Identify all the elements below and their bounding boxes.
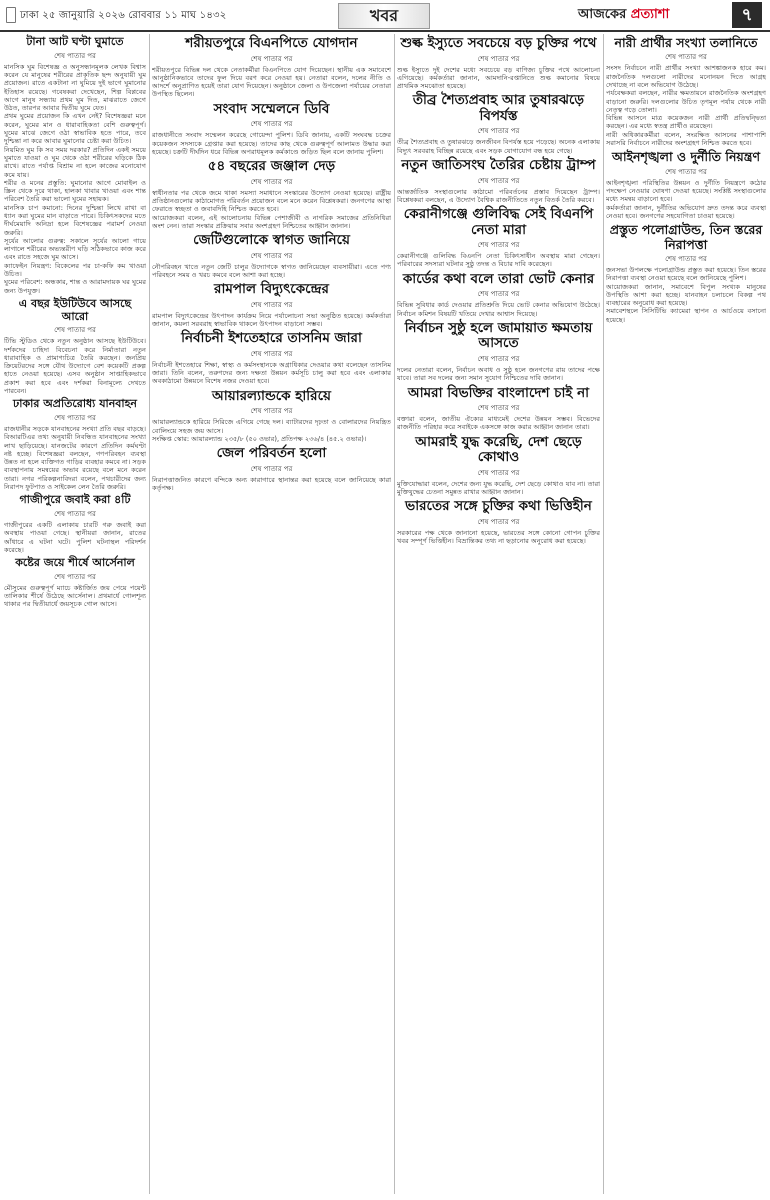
story-headline[interactable]: আইনশৃঙ্খলা ও দুর্নীতি নিয়ন্ত্রণ	[611, 149, 761, 165]
story-headline[interactable]: কেরানীগঞ্জে গুলিবিদ্ধ সেই বিএনপি নেতা মারা	[403, 206, 594, 238]
story-continuation-label: শেষ পাতার পর	[54, 572, 96, 581]
story-continuation-label: শেষ পাতার পর	[54, 326, 96, 335]
story-headline[interactable]: এ বছর ইউটিউবে আসছে আরো	[18, 296, 132, 323]
story-continuation-label: শেষ পাতার পর	[250, 300, 293, 309]
story-body: তীব্র শৈত্যপ্রবাহ ও তুষারঝড়ে জনজীবন বিপর্যস্ত হয়ে পড়েছে। অনেক এলাকায় বিদ্যুৎ সরবরাহ বিচ্ছিন্ন রয়েছে এবং সড়ক যোগাযোগ বন্ধ হয়ে গেছে।	[397, 138, 600, 155]
story-continuation-label: শেষ পাতার পর	[477, 468, 520, 477]
column-1	[4, 34, 146, 1194]
story-continuation-label: শেষ পাতার পর	[477, 404, 520, 413]
news-story	[152, 233, 391, 279]
story-body: নৌপরিবহন খাতে নতুন জেটি চালুর উদ্যোগকে স্বাগত জানিয়েছেন ব্যবসায়ীরা। এতে পণ্য পরিবহনে সময় ও খরচ কমবে বলে আশা করা হচ্ছে।	[152, 262, 391, 279]
story-continuation-label: শেষ পাতার পর	[250, 251, 293, 260]
story-body: রাজধানীর সড়কে যানবাহনের সংখ্যা প্রতি বছর বাড়ছে। বিআরটিএর তথ্য অনুযায়ী নিবন্ধিত যানবাহনের সংখ্যা লাখ ছাড়িয়েছে। যানজটের কারণে প্রতিদিন কর্মঘণ্টা নষ্ট হচ্ছে। বিশেষজ্ঞরা বলছেন, গণপরিবহন ব্যবস্থা উন্নত না হলে ব্যক্তিগত গাড়ির ব্যবহার কমবে না। সড়ক ব্যবস্থাপনায় সমন্বয়ের অভাব রয়েছে বলে মনে করেন তারা। নগর পরিকল্পনাবিদরা বলেন, পথচারীদের জন্য নিরাপদ ফুটপাত ও সাইকেল লেন তৈরি জরুরি।	[4, 424, 146, 492]
story-body: নির্বাচনী ইশতেহারে শিক্ষা, স্বাস্থ্য ও কর্মসংস্থানকে অগ্রাধিকার দেওয়ার কথা বলেছেন তাসনিম জারা। তিনি বলেন, তরুণদের জন্য দক্ষতা উন্নয়ন কর্মসূচি চালু করা হবে এবং এলাকার অবকাঠামো উন্নয়নে বিশেষ নজর দেওয়া হবে।	[152, 360, 391, 386]
story-body: জনসভা উপলক্ষে পলোগ্রাউন্ড প্রস্তুত করা হয়েছে। তিন স্তরের নিরাপত্তা ব্যবস্থা নেওয়া হয়েছে বলে জানিয়েছে পুলিশ। আয়োজকরা জানান, সমাবেশে বিপুল সংখ্যক মানুষের উপস্থিতি আশা করা হচ্ছে। যানবাহন চলাচলে বিকল্প পথ ব্যবহারের অনুরোধ করা হয়েছে। সমাবেশস্থলে সিসিটিভি ক্যামেরা স্থাপন ও আর্চওয়ে বসানো হয়েছে।	[606, 265, 766, 324]
story-continuation-label: শেষ পাতার পর	[665, 53, 707, 62]
news-story	[397, 158, 600, 204]
story-headline[interactable]: রামপাল বিদ্যুৎকেন্দ্রের	[214, 281, 329, 298]
story-body: বিভিন্ন সুবিধার কার্ড দেওয়ার প্রতিশ্রুতি দিয়ে ভোট কেনার অভিযোগ উঠেছে। নির্বাচন কমিশন বিষয়টি খতিয়ে দেখার আশ্বাস দিয়েছে।	[397, 301, 600, 318]
story-continuation-label: শেষ পাতার পর	[250, 177, 293, 186]
story-body: গাজীপুরের একটি এলাকায় চারটি গরু জবাই করা অবস্থায় পাওয়া গেছে। স্থানীয়রা জানান, রাতের আঁধারে এ ঘটনা ঘটে। পুলিশ ঘটনাস্থল পরিদর্শন করেছে।	[4, 520, 146, 554]
story-body: আইনশৃঙ্খলা পরিস্থিতির উন্নয়ন ও দুর্নীতি নিয়ন্ত্রণে কঠোর পদক্ষেপ নেওয়ার ঘোষণা দেওয়া হয়েছে। সংশ্লিষ্ট সংস্থাগুলোর মধ্যে সমন্বয় বাড়ানো হবে। কর্মকর্তারা জানান, দুর্নীতির অভিযোগ দ্রুত তদন্ত করে ব্যবস্থা নেওয়া হবে। জনগণের সহযোগিতা চাওয়া হয়েছে।	[606, 178, 766, 220]
story-continuation-label: শেষ পাতার পর	[477, 290, 520, 299]
news-story	[397, 207, 600, 269]
story-headline[interactable]: গাজীপুরে জবাই করা ৪টি	[19, 493, 131, 507]
news-story	[397, 499, 600, 545]
news-story	[606, 223, 766, 324]
issue-date: ঢাকা ২৫ জানুয়ারি ২০২৬ রোববার ১১ মাঘ ১৪৩২	[20, 10, 227, 21]
story-body: দলের নেতারা বলেন, নির্বাচন অবাধ ও সুষ্ঠু হলে জনগণের রায় তাদের পক্ষে যাবে। তারা সব দলের জন্য সমান সুযোগ নিশ্চিতের দাবি জানান।	[397, 365, 600, 383]
story-body: মানসিক ঘুম বিশেষজ্ঞ ও অনুসন্ধানমূলক লেখক বিশ্বাস করেন যে মানুষের শরীরের প্রাকৃতিক ছন্দ অনুযায়ী ঘুম প্রয়োজন। রাতে একটানা না ঘুমিয়ে দুই ভাগে ঘুমানোর ইতিহাস রয়েছে। গবেষকরা দেখেছেন, শিল্প বিপ্লবের আগে মানুষ সন্ধ্যায় প্রথম ঘুম দিত, মাঝরাতে জেগে উঠত, তারপর আবার দ্বিতীয় ঘুমে যেত। প্রথম ঘুমের প্রয়োজন কি এখন নেই? বিশেষজ্ঞরা মনে করেন, ঘুমের মান ও ধারাবাহিকতা বেশি গুরুত্বপূর্ণ। ঘুমের মাঝে জেগে ওঠা স্বাভাবিক হতে পারে, তবে দুশ্চিন্তা না করে আবার ঘুমানোর চেষ্টা করা উচিত। নিয়মিত ঘুম কি সব সময় দরকার? প্রতিদিন একই সময়ে ঘুমাতে যাওয়া ও ঘুম থেকে ওঠা শরীরের ঘড়িকে ঠিক রাখে। রাতে পর্যাপ্ত বিশ্রাম না হলে কাজের মনোযোগ কমে যায়। শরীর ও মনের প্রস্তুতি: ঘুমানোর আগে মোবাইল ও স্ক্রিন থেকে দূরে থাকা, হালকা খাবার খাওয়া এবং শান্ত পরিবেশ তৈরি করা ভালো ঘুমের সহায়ক। মানসিক চাপ কমানো: দিনের দুশ্চিন্তা লিখে রাখা বা ধ্যান করা ঘুমের মান বাড়াতে পারে। চিকিৎসকদের মতে দীর্ঘমেয়াদি অনিদ্রা হলে বিশেষজ্ঞের পরামর্শ নেওয়া জরুরি। সূর্যের আলোর গুরুত্ব: সকালে সূর্যের আলো গায়ে লাগালে শরীরের অভ্যন্তরীণ ঘড়ি সঠিকভাবে কাজ করে এবং রাতে সহজে ঘুম আসে। ক্যাফেইন নিয়ন্ত্রণ: বিকেলের পর চা-কফি কম খাওয়া উচিত। ঘুমের পরিবেশ: অন্ধকার, শান্ত ও আরামদায়ক ঘর ঘুমের জন্য উপযুক্ত।	[4, 62, 146, 295]
story-headline[interactable]: শুল্ক ইস্যুতে সবচেয়ে বড় চুক্তির পথে	[400, 35, 597, 51]
story-continuation-label: শেষ পাতার পর	[54, 51, 96, 60]
column-3	[397, 34, 600, 1194]
story-body: রাজধানীতে সংবাদ সম্মেলন করেছে গোয়েন্দা পুলিশ। ডিবি জানায়, একটি সংঘবদ্ধ চক্রের কয়েকজন সদস্যকে গ্রেপ্তার করা হয়েছে। তাদের কাছ থেকে গুরুত্বপূর্ণ আলামত উদ্ধার করা হয়েছে। চক্রটি দীর্ঘদিন ধরে বিভিন্ন অপরাধমূলক কর্মকাণ্ডে জড়িত ছিল বলে জানায় পুলিশ।	[152, 131, 391, 156]
story-body: আয়ারল্যান্ডকে হারিয়ে সিরিজে এগিয়ে গেছে দল। ব্যাটারদের দৃঢ়তা ও বোলারদের নিয়ন্ত্রিত বোলিংয়ে সহজ জয় আসে। সংক্ষিপ্ত স্কোর: আয়ারল্যান্ড ২৩৫/৮ (৫০ ওভার), প্রতিপক্ষ ২৩৬/৪ (৪৫.২ ওভার)।	[152, 418, 391, 443]
section-title: খবর	[338, 3, 430, 29]
story-continuation-label: শেষ পাতার পর	[477, 517, 520, 526]
masthead-rule	[0, 30, 770, 32]
story-continuation-label: শেষ পাতার পর	[477, 354, 520, 363]
news-story	[4, 36, 146, 295]
news-story	[4, 398, 146, 491]
story-headline[interactable]: জেটিগুলোকে স্বাগত জানিয়ে	[193, 232, 350, 249]
story-body: কেরানীগঞ্জে গুলিবিদ্ধ বিএনপি নেতা চিকিৎসাধীন অবস্থায় মারা গেছেন। পরিবারের সদস্যরা ঘটনার সুষ্ঠু তদন্ত ও বিচার দাবি করেছেন।	[397, 252, 600, 269]
news-story	[397, 36, 600, 90]
story-headline[interactable]: নারী প্রার্থীর সংখ্যা তলানিতে	[614, 35, 758, 50]
column-divider	[149, 34, 150, 1194]
news-story	[152, 331, 391, 385]
story-continuation-label: শেষ পাতার পর	[250, 464, 293, 473]
story-headline[interactable]: আয়ারল্যান্ডকে হারিয়ে	[212, 387, 331, 404]
news-story	[4, 494, 146, 554]
story-continuation-label: শেষ পাতার পর	[250, 120, 293, 129]
story-headline[interactable]: নির্বাচন সুষ্ঠু হলে জামায়াত ক্ষমতায় আসতে	[404, 319, 593, 352]
paper-name-accent: প্রত্যাশা	[630, 7, 670, 22]
story-continuation-label: শেষ পাতার পর	[477, 54, 520, 63]
story-body: সংসদ নির্বাচনে নারী প্রার্থীর সংখ্যা আশঙ্কাজনক হারে কম। রাজনৈতিক দলগুলো নারীদের মনোনয়ন দিতে আগ্রহ দেখাচ্ছে না বলে অভিযোগ উঠেছে। পর্যবেক্ষকরা বলছেন, নারীর ক্ষমতায়নে রাজনৈতিক অংশগ্রহণ বাড়ানো জরুরি। দলগুলোর উচিত তৃণমূল পর্যায় থেকে নারী নেতৃত্ব গড়ে তোলা। বিভিন্ন আসনে মাত্র কয়েকজন নারী প্রার্থী প্রতিদ্বন্দ্বিতা করছেন। এর মধ্যে স্বতন্ত্র প্রার্থীও রয়েছেন। নারী অধিকারকর্মীরা বলেন, সংরক্ষিত আসনের পাশাপাশি সরাসরি নির্বাচনে নারীদের অংশগ্রহণ নিশ্চিত করতে হবে।	[606, 64, 766, 148]
story-headline[interactable]: টানা আট ঘণ্টা ঘুমাতে	[26, 35, 124, 48]
news-story	[152, 36, 391, 99]
news-story	[152, 159, 391, 230]
news-story	[606, 36, 766, 147]
story-headline[interactable]: আমরা বিভক্তির বাংলাদেশ চাই না	[407, 384, 590, 401]
news-story	[4, 298, 146, 395]
news-story	[152, 102, 391, 156]
news-story	[152, 282, 391, 328]
page-number: ৭	[732, 2, 762, 28]
story-body: শুল্ক ইস্যুতে দুই দেশের মধ্যে সবচেয়ে বড় বাণিজ্য চুক্তির পথে আলোচনা এগিয়েছে। কর্মকর্তারা জানান, আমদানি-রপ্তানিতে শুল্ক কমানোর বিষয়ে প্রাথমিক সমঝোতা হয়েছে।	[397, 65, 600, 91]
paper-name	[578, 5, 669, 26]
story-headline[interactable]: কষ্টের জয়ে শীর্ষে আর্সেনাল	[15, 556, 135, 570]
story-body: নিরাপত্তাজনিত কারণে বন্দিকে অন্য কারাগারে স্থানান্তর করা হয়েছে বলে জানিয়েছে কারা কর্তৃপক্ষ।	[152, 475, 391, 492]
story-continuation-label: শেষ পাতার পর	[250, 407, 293, 416]
story-body: আন্তর্জাতিক সংস্থাগুলোর কাঠামো পরিবর্তনের প্রস্তাব দিয়েছেন ট্রাম্প। বিশ্লেষকরা বলছেন, এ উদ্যোগ বৈশ্বিক রাজনীতিতে নতুন বিতর্ক তৈরি করবে।	[397, 187, 600, 204]
story-headline[interactable]: শরীয়তপুরে বিএনপিতে যোগদান	[185, 35, 358, 51]
story-headline[interactable]: নির্বাচনী ইশতেহারে তাসনিম জারা	[181, 330, 362, 347]
story-body: স্বাধীনতার পর থেকে জমে থাকা সমস্যা সমাধানে সংস্কারের উদ্যোগ নেওয়া হয়েছে। রাষ্ট্রীয় প্রতিষ্ঠানগুলোর কাঠামোগত পরিবর্তন প্রয়োজন বলে মনে করেন বিশ্লেষকরা। জনগণের আস্থা ফেরাতে স্বচ্ছতা ও জবাবদিহি নিশ্চিত করতে হবে। আয়োজকরা বলেন, এই আলোচনায় বিভিন্ন পেশাজীবী ও নাগরিক সমাজের প্রতিনিধিরা অংশ নেন। তারা সংস্কার প্রক্রিয়ায় সবার অংশগ্রহণ নিশ্চিতের আহ্বান জানান।	[152, 188, 391, 230]
news-story	[152, 446, 391, 492]
story-continuation-label: শেষ পাতার পর	[665, 167, 707, 176]
story-body: মৌসুমের গুরুত্বপূর্ণ ম্যাচে কষ্টার্জিত জয় পেয়ে পয়েন্ট তালিকার শীর্ষে উঠেছে আর্সেনাল। প্রথমার্ধে গোলশূন্য থাকার পর দ্বিতীয়ার্ধে জয়সূচক গোল আসে।	[4, 583, 146, 609]
story-body: টিভি স্টুডিও থেকে নতুন অনুষ্ঠান আসছে ইউটিউবে। দর্শকদের চাহিদা বিবেচনা করে নির্মাতারা নতুন ধারাবাহিক ও প্রামাণ্যচিত্র তৈরি করছেন। জনপ্রিয় ক্রিয়েটরদের সঙ্গে যৌথ উদ্যোগে বেশ কয়েকটি প্রকল্প হাতে নেওয়া হয়েছে। এসব অনুষ্ঠান সাপ্তাহিকভাবে প্রকাশ করা হবে এবং দর্শকরা বিনামূল্যে দেখতে পারবেন।	[4, 337, 146, 396]
news-story	[4, 557, 146, 609]
story-headline[interactable]: ভারতের সঙ্গে চুক্তির কথা ভিত্তিহীন	[405, 498, 592, 515]
story-body: শরীয়তপুরে বিভিন্ন দল থেকে নেতাকর্মীরা বিএনপিতে যোগ দিয়েছেন। স্থানীয় এক সমাবেশে আনুষ্ঠানিকভাবে তাদের ফুল দিয়ে বরণ করে নেওয়া হয়। নেতারা বলেন, দলের নীতি ও আদর্শে অনুপ্রাণিত হয়েই তারা যোগ দিয়েছেন। অনুষ্ঠানে জেলা ও উপজেলা পর্যায়ের নেতারা উপস্থিত ছিলেন।	[152, 65, 391, 99]
story-continuation-label: শেষ পাতার পর	[477, 241, 520, 250]
page-marker-icon	[6, 7, 16, 23]
story-headline[interactable]: তীব্র শৈত্যপ্রবাহ আর তুষারঝড়ে বিপর্যস্ত	[412, 92, 585, 124]
story-headline[interactable]: কার্ডের কথা বলে তারা ভোট কেনার	[402, 270, 595, 287]
story-continuation-label: শেষ পাতার পর	[477, 176, 520, 185]
paper-name-prefix: আজকের	[578, 7, 631, 22]
story-continuation-label: শেষ পাতার পর	[477, 127, 520, 136]
news-story	[152, 389, 391, 443]
story-continuation-label: শেষ পাতার পর	[665, 254, 707, 263]
news-story	[606, 150, 766, 220]
story-headline[interactable]: প্রস্তুত পলোগ্রাউন্ড, তিন স্তরের নিরাপত্তা	[609, 222, 763, 252]
story-body: বক্তারা বলেন, জাতীয় ঐক্যের মাধ্যমেই দেশের উন্নয়ন সম্ভব। বিভেদের রাজনীতি পরিহার করে সবাইকে একসঙ্গে কাজ করার আহ্বান জানান তারা।	[397, 415, 600, 432]
column-2	[152, 34, 391, 1194]
masthead	[0, 0, 770, 30]
story-headline[interactable]: ৫৪ বছরের জঞ্জাল দেড়	[207, 158, 336, 175]
story-continuation-label: শেষ পাতার পর	[54, 413, 96, 422]
news-story	[397, 93, 600, 155]
story-headline[interactable]: আমরাই যুদ্ধ করেছি, দেশ ছেড়ে কোথাও	[415, 433, 582, 466]
story-continuation-label: শেষ পাতার পর	[250, 54, 293, 63]
news-story	[397, 321, 600, 383]
news-story	[397, 272, 600, 318]
column-divider	[394, 34, 395, 1194]
column-4	[606, 34, 766, 1194]
news-story	[397, 435, 600, 497]
story-headline[interactable]: জেল পরিবর্তন হলো	[216, 445, 327, 462]
story-body: সরকারের পক্ষ থেকে জানানো হয়েছে, ভারতের সঙ্গে কোনো গোপন চুক্তির খবর সম্পূর্ণ ভিত্তিহীন। বিভ্রান্তিকর তথ্য না ছড়ানোর অনুরোধ করা হয়েছে।	[397, 528, 600, 546]
story-headline[interactable]: নতুন জাতিসংঘ তৈরির চেষ্টায় ট্রাম্প	[401, 157, 596, 174]
news-story	[397, 386, 600, 432]
story-body: রামপাল বিদ্যুৎকেন্দ্রের উৎপাদন কার্যক্রম নিয়ে পর্যালোচনা সভা অনুষ্ঠিত হয়েছে। কর্মকর্তারা জানান, কয়লা সরবরাহ স্বাভাবিক থাকলে উৎপাদন বাড়ানো সম্ভব।	[152, 311, 391, 329]
story-continuation-label: শেষ পাতার পর	[250, 349, 293, 358]
story-headline[interactable]: ঢাকার অপ্রতিরোধ্য যানবাহন	[13, 397, 137, 411]
story-body: মুক্তিযোদ্ধারা বলেন, দেশের জন্য যুদ্ধ করেছি, দেশ ছেড়ে কোথাও যাব না। তারা মুক্তিযুদ্ধের চেতনা সমুন্নত রাখার আহ্বান জানান।	[397, 479, 600, 496]
story-headline[interactable]: সংবাদ সম্মেলনে ডিবি	[213, 100, 330, 117]
column-divider	[603, 34, 604, 1194]
story-continuation-label: শেষ পাতার পর	[54, 509, 96, 518]
